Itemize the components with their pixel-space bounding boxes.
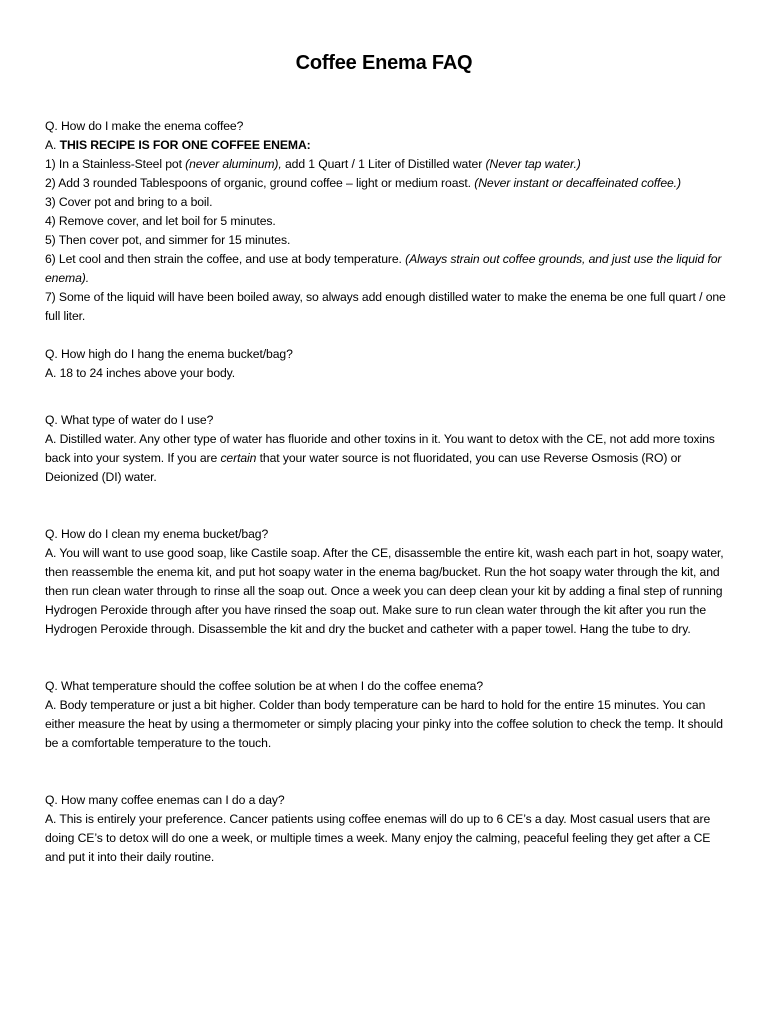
recipe-step-6: 6) Let cool and then strain the coffee, and use at body temperature. (Always strain out coffee grounds, and just use the liquid for enema). [45,252,722,285]
faq-answer-header: A. THIS RECIPE IS FOR ONE COFFEE ENEMA: [45,138,311,152]
faq-answer: A. This is entirely your preference. Cancer patients using coffee enemas will do up to 6 CE’s a day. Most casual users that are doing CE’s to detox will do one a week, or multiple times a week. Many enjoy the calming, peaceful feeling they get after a CE and put it into their daily routine. [45,812,711,864]
recipe-step-5: 5) Then cover pot, and simmer for 15 minutes. [45,233,291,247]
faq-item-bucket-height [45,345,731,383]
faq-question: Q. What temperature should the coffee solution be at when I do the coffee enema? [45,679,484,693]
page-title: Coffee Enema FAQ [295,52,473,74]
recipe-step-3: 3) Cover pot and bring to a boil. [45,195,213,209]
faq-answer: A. You will want to use good soap, like Castile soap. After the CE, disassemble the entire kit, wash each part in hot, soapy water, then reassemble the enema kit, and put hot soapy water in the enema bag/bucket. Run the hot soapy water through the kit, and then run clean water through to rinse all the soap out. Once a week you can deep clean your kit by adding a final step of running Hydrogen Peroxide through after you have rinsed the soap out. Make sure to run clean water through the kit after you run the Hydrogen Peroxide through. Disassemble the kit and dry the bucket and catheter with a paper towel. Hang the tube to dry. [45,546,724,636]
faq-item-water-type [45,411,731,487]
faq-body [45,117,731,867]
faq-question: Q. What type of water do I use? [45,413,214,427]
recipe-step-4: 4) Remove cover, and let boil for 5 minutes. [45,214,276,228]
faq-answer: A. Distilled water. Any other type of water has fluoride and other toxins in it. You want to detox with the CE, not add more toxins back into your system. If you are certain that your water source is not fluoridated, you can use Reverse Osmosis (RO) or Deionized (DI) water. [45,432,715,484]
faq-question: Q. How do I clean my enema bucket/bag? [45,527,269,541]
faq-item-frequency [45,791,731,867]
recipe-step-7: 7) Some of the liquid will have been boiled away, so always add enough distilled water to make the enema be one full quart / one full liter. [45,290,726,323]
faq-question: Q. How do I make the enema coffee? [45,119,244,133]
faq-answer: A. 18 to 24 inches above your body. [45,366,236,380]
faq-item-make-coffee [45,117,731,326]
faq-item-cleaning [45,525,731,639]
recipe-step-2: 2) Add 3 rounded Tablespoons of organic, ground coffee – light or medium roast. (Never instant or decaffeinated coffee.) [45,176,681,190]
faq-question: Q. How high do I hang the enema bucket/bag? [45,347,293,361]
faq-answer: A. Body temperature or just a bit higher. Colder than body temperature can be hard to hold for the entire 15 minutes. You can either measure the heat by using a thermometer or simply placing your pinky into the coffee solution to check the temp. It should be a comfortable temperature to the touch. [45,698,723,750]
recipe-step-1: 1) In a Stainless-Steel pot (never aluminum), add 1 Quart / 1 Liter of Distilled water (Never tap water.) [45,157,581,171]
faq-question: Q. How many coffee enemas can I do a day? [45,793,285,807]
faq-item-temperature [45,677,731,753]
